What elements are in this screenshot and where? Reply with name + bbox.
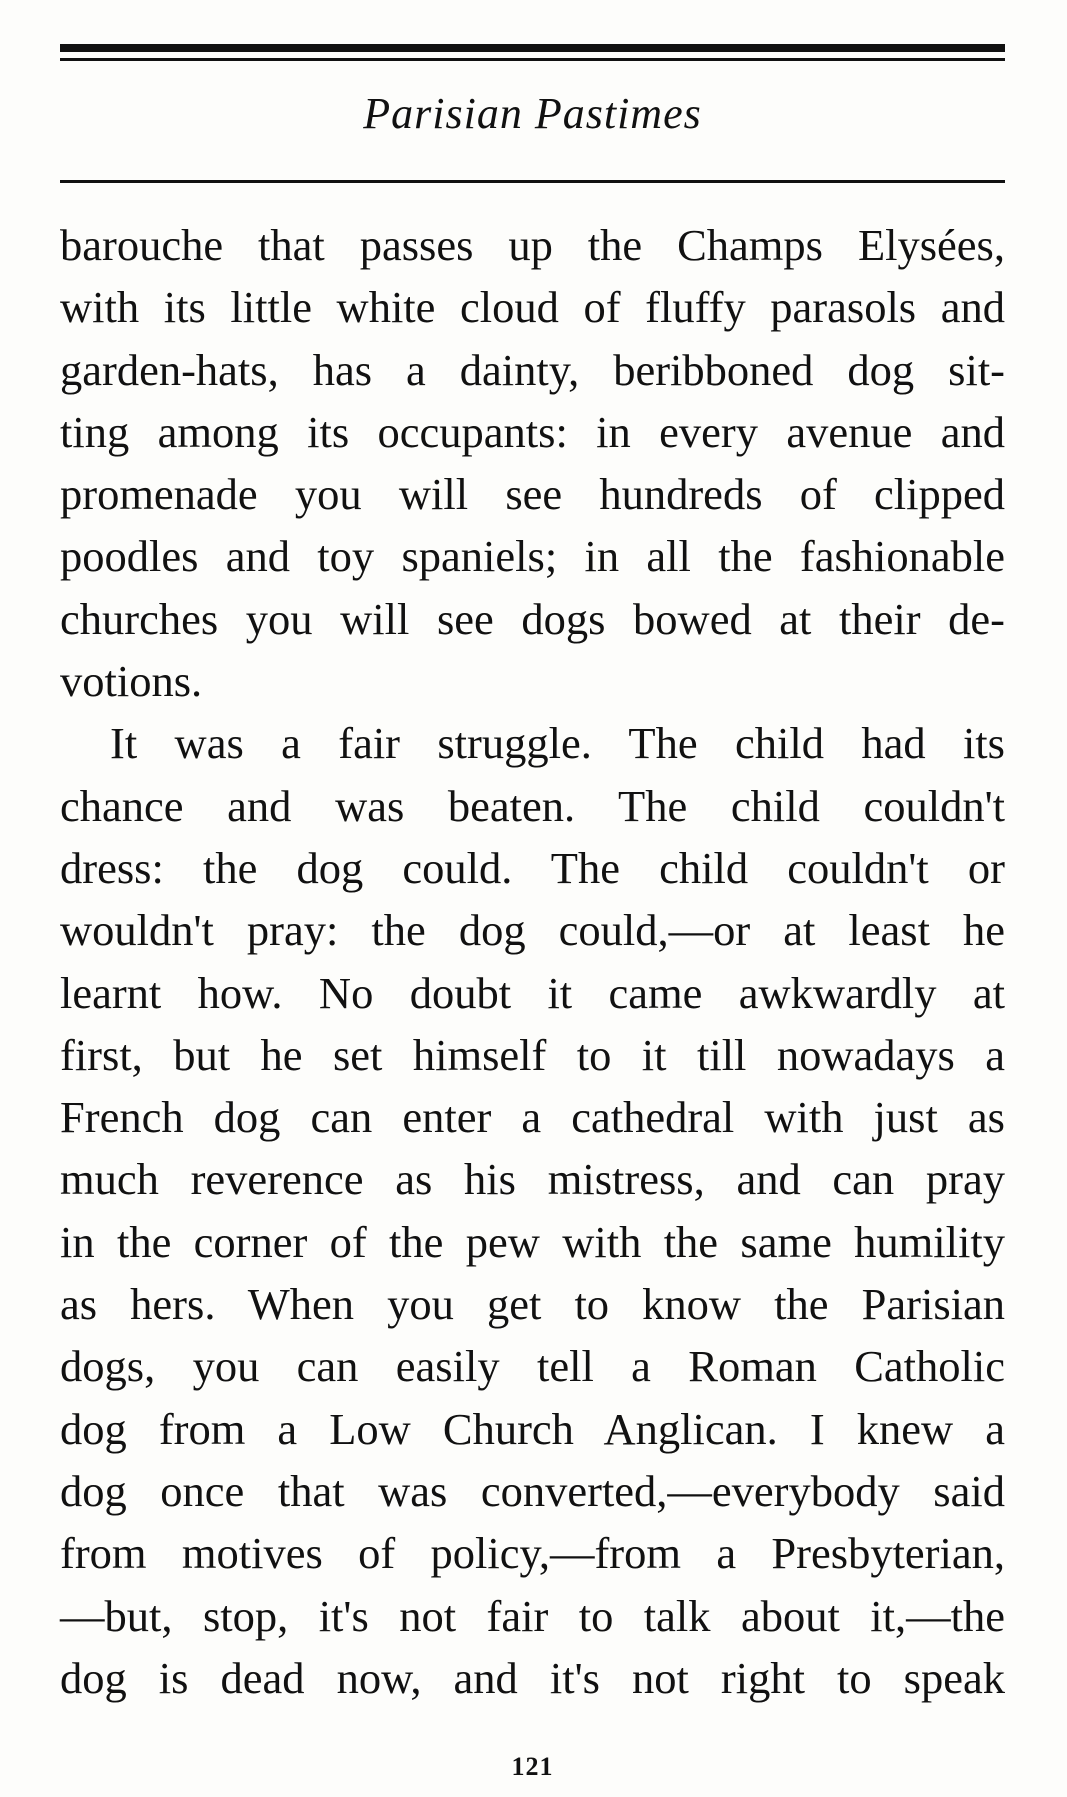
text-line: poodles and toy spaniels; in all the fashionable — [60, 531, 1005, 582]
text-line: from motives of policy,—from a Presbyterian, — [60, 1528, 1005, 1579]
text-line: dog is dead now, and it's not right to speak — [60, 1652, 1005, 1703]
text-line: promenade you will see hundreds of clipped — [60, 469, 1005, 520]
text-line: much reverence as his mistress, and can pray — [60, 1154, 1005, 1205]
text-line: learnt how. No doubt it came awkwardly at — [60, 967, 1005, 1018]
text-line: first, but he set himself to it till nowadays a — [60, 1029, 1005, 1080]
top-double-rule-thick — [60, 44, 1005, 52]
text-line: as hers. When you get to know the Parisian — [60, 1279, 1005, 1330]
text-line: dog once that was converted,—everybody said — [60, 1465, 1005, 1516]
running-head: Parisian Pastimes — [363, 89, 702, 138]
text-line: It was a fair struggle. The child had its — [110, 718, 1005, 769]
text-line: ting among its occupants: in every avenue and — [60, 406, 1005, 457]
text-line: chance and was beaten. The child couldn't — [60, 780, 1005, 831]
page-number: 121 — [511, 1752, 554, 1781]
text-line: barouche that passes up the Champs Elysées, — [60, 220, 1005, 270]
text-line: with its little white cloud of fluffy parasols and — [60, 282, 1005, 333]
text-line: dog from a Low Church Anglican. I knew a — [60, 1403, 1005, 1454]
text-line: churches you will see dogs bowed at their de- — [60, 593, 1005, 644]
text-line: French dog can enter a cathedral with just as — [60, 1092, 1005, 1143]
header-rule — [60, 180, 1005, 183]
text-line: wouldn't pray: the dog could,—or at least he — [60, 905, 1005, 956]
top-double-rule-thin — [60, 58, 1005, 61]
text-line: garden-hats, has a dainty, beribboned dog sit- — [60, 344, 1005, 395]
text-line: —but, stop, it's not fair to talk about it,—the — [60, 1590, 1005, 1641]
body-text — [60, 214, 1005, 1709]
text-line: votions. — [60, 656, 203, 707]
text-line: in the corner of the pew with the same humility — [60, 1216, 1005, 1267]
text-line: dress: the dog could. The child couldn't or — [60, 842, 1005, 893]
text-line: dogs, you can easily tell a Roman Catholic — [60, 1341, 1005, 1392]
